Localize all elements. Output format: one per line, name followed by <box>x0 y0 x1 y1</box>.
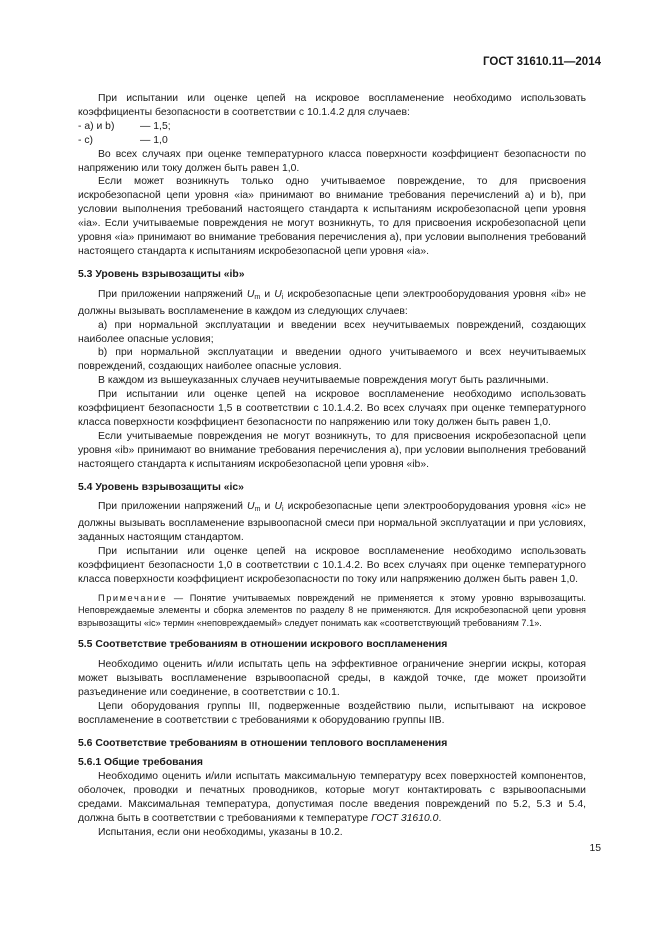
note <box>78 592 586 629</box>
list-value: — 1,5; <box>140 120 171 132</box>
page-number: 15 <box>589 843 601 854</box>
paragraph: Необходимо оценить и/или испытать цепь на эффективное ограничение энергии искры, которая может вызывать воспламенение взрывоопасной среды, в каждой точке, где может произойти разъединение или соединение, в соответствии с 10.1. <box>78 659 586 698</box>
standard-reference: ГОСТ 31610.0 <box>371 813 439 825</box>
paragraph: Цепи оборудования группы III, подверженные воздействию пыли, испытывают на искровое воспламенение в соответствии с требованиями к оборудованию группы IIB. <box>78 700 586 726</box>
list-item <box>78 120 586 134</box>
list-value: — 1,0 <box>140 134 168 146</box>
section-heading-5-6: 5.6 Соответствие требованиям в отношении теплового воспламенения <box>78 737 448 749</box>
list-label: - c) <box>78 134 94 146</box>
section-heading-5-4: 5.4 Уровень взрывозащиты «ic» <box>78 481 244 493</box>
paragraph: Если может возникнуть только одно учитываемое повреждение, то для присвоения искробезопасной цепи уровня «ia» принимают во внимание требования перечислений а) и b), при условии выполнения требований настоящего стандарта к испытаниям искробезопасной цепи уровня «ia». Если учитываемые повреждения не могут возникнуть, то для присвоения искробезопасной цепи уровня «ia» принимают во внимание требования перечисления а), при условии выполнения требований настоящего стандарта к испытаниям искробезопасной цепи уровня «ia». <box>78 176 586 257</box>
paragraph: Во всех случаях при оценке температурного класса поверхности коэффициент безопасности по напряжению или току должен быть равен 1,0. <box>78 148 586 174</box>
paragraph: При приложении напряжений $U_m$ и $U_i$ искробезопасные цепи электрооборудования уровня «ib» не должны вызывать воспламенение в каждом из следующих случаев: <box>78 288 586 317</box>
note-text: — Понятие учитываемых повреждений не применяется к этому уровню взрывозащиты. Неповреждаемые элементы и сборка элементов по разделу 8 не применяются. Для искробезопасной цепи уровня взрывозащиты «ic» термин «неповреждаемый» следует понимать как «соответствующий требованиям 7.1». <box>78 592 586 628</box>
list-item <box>78 134 586 148</box>
paragraph: При испытании или оценке цепей на искровое воспламенение необходимо использовать коэффициент безопасности 1,5 в соответствии с 10.1.4.2. Во всех случаях при оценке температурного класса поверхности коэффициент безопасности по напряжению или току должен быть равен 1,0. <box>78 389 586 428</box>
paragraph: В каждом из вышеуказанных случаев неучитываемые повреждения могут быть различными. <box>98 375 549 387</box>
paragraph: При испытании или оценке цепей на искровое воспламенение необходимо использовать коэффициент безопасности 1,0 в соответствии с 10.1.4.2. Во всех случаях при оценке температурного класса поверхности коэффициент искробезопасности по току или напряжению должен быть равен 1,0. <box>78 546 586 585</box>
note-label: Примечание <box>98 592 168 603</box>
section-heading-5-3: 5.3 Уровень взрывозащиты «ib» <box>78 268 245 280</box>
page-content <box>78 92 586 840</box>
list-item: а) при нормальной эксплуатации и введении всех неучитываемых повреждений, создающих наиболее опасные условия; <box>78 319 586 345</box>
paragraph: Необходимо оценить и/или испытать максимальную температуру всех поверхностей компонентов, оболочек, проводки и печатных проводников, которые могут контактировать с взрывоопасными средами. Максимальная температура, допустимая после введения повреждений по 5.2, 5.3 и 5.4, должна быть в соответствии с требованиями к температуре ГОСТ 31610.0. <box>78 771 586 825</box>
paragraph: Если учитываемые повреждения не могут возникнуть, то для присвоения искробезопасной цепи уровня «ib» принимают во внимание требования перечисления а), при условии выполнения требований настоящего стандарта к испытаниям искробезопасной цепи уровня «ib». <box>78 430 586 470</box>
paragraph: Испытания, если они необходимы, указаны в 10.2. <box>98 827 343 838</box>
section-heading-5-5: 5.5 Соответствие требованиям в отношении искрового воспламенения <box>78 639 448 651</box>
document-code: ГОСТ 31610.11—2014 <box>483 56 601 68</box>
list-label: - а) и b) <box>78 120 115 132</box>
paragraph: При приложении напряжений $U_m$ и $U_i$ искробезопасные цепи электрооборудования уровня «ic» не должны вызывать воспламенение взрывоопасной смеси при нормальной эксплуатации и при условиях, заданных настоящим стандартом. <box>78 501 586 544</box>
paragraph: При испытании или оценке цепей на искровое воспламенение необходимо использовать коэффициенты безопасности в соответствии с 10.1.4.2 для случаев: <box>78 93 586 118</box>
list-item: b) при нормальной эксплуатации и введении одного учитываемого и всех неучитываемых повреждений, создающих наиболее опасные условия. <box>78 347 586 373</box>
subsection-heading-5-6-1: 5.6.1 Общие требования <box>78 757 203 769</box>
